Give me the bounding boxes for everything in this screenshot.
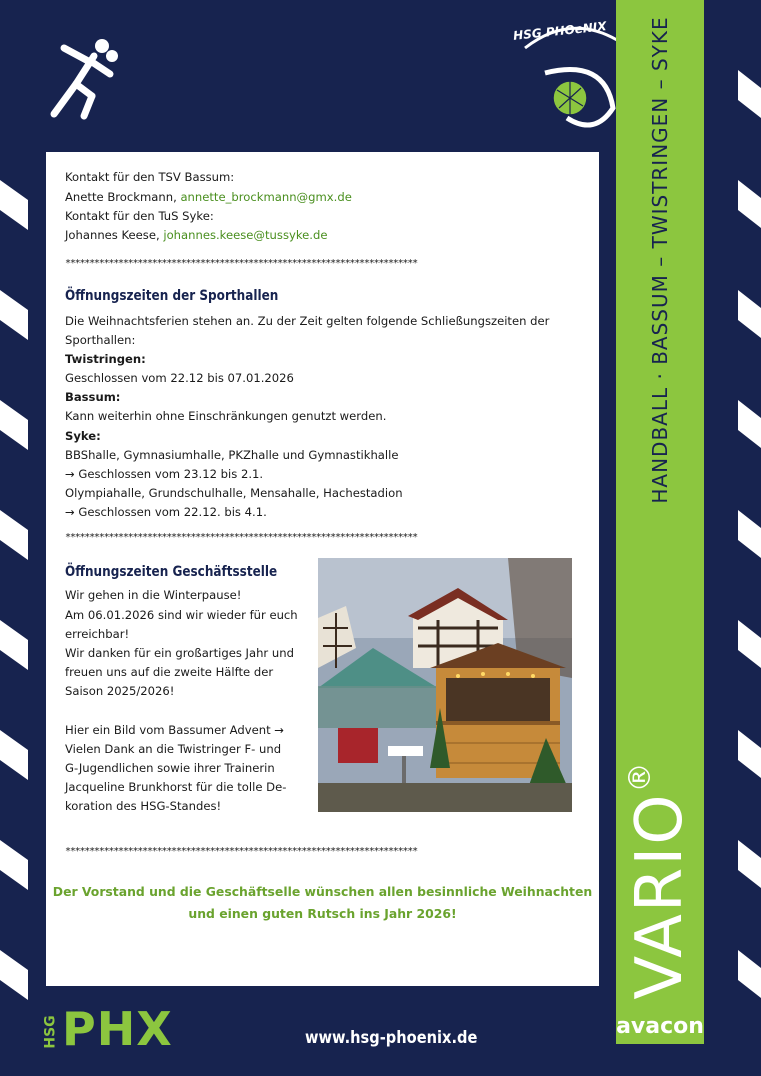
tsv-email-link[interactable]: annette_brockmann@gmx.de <box>180 190 352 204</box>
bassum-label: Bassum: <box>65 390 121 404</box>
gs-line: erreichbar! <box>65 627 130 641</box>
tsv-contact-label: Kontakt für den TSV Bassum: <box>65 170 235 184</box>
gs-line: Vielen Dank an die Twistringer F- und <box>65 742 282 756</box>
tus-contact-label: Kontakt für den TuS Syke: <box>65 209 214 223</box>
club-logo-text: HSG PHOeNIX <box>512 19 608 43</box>
tus-contact-line <box>65 226 327 245</box>
tsv-contact-line <box>65 188 352 207</box>
bassum-text: Kann weiterhin ohne Einschränkungen genutzt werden. <box>65 409 387 423</box>
syke-label: Syke: <box>65 429 101 443</box>
sporthallen-title: Öffnungszeiten der Sporthallen <box>65 288 279 304</box>
bassumer-advent-photo <box>318 558 572 812</box>
sporthallen-intro-1: Die Weihnachtsferien stehen an. Zu der Zeit gelten folgende Schließungszeiten der <box>65 314 550 328</box>
slogan-text: HANDBALL · BASSUM – TWISTRINGEN – SYKE <box>648 16 672 504</box>
syke-line-2: → Geschlossen vom 23.12 bis 2.1. <box>65 467 264 481</box>
gs-line: Wir danken für ein großartiges Jahr und <box>65 646 294 660</box>
sporthallen-intro-2: Sporthallen: <box>65 333 136 347</box>
footer-url-link[interactable]: www.hsg-phoenix.de <box>305 1028 478 1048</box>
footer-logo-prefix: HSG <box>42 1015 59 1049</box>
syke-line-1: BBShalle, Gymnasiumhalle, PKZhalle und Gymnastikhalle <box>65 448 399 462</box>
twistringen-text: Geschlossen vom 22.12 bis 07.01.2026 <box>65 371 294 385</box>
tus-contact-name: Johannes Keese, <box>65 228 164 242</box>
footer-logo <box>42 1002 173 1056</box>
gs-line: G-Jugendlichen sowie ihrer Trainerin <box>65 761 275 775</box>
gs-line: Wir gehen in die Winterpause! <box>65 588 242 602</box>
sponsor-name: avacon <box>616 1014 704 1039</box>
tsv-contact-name: Anette Brockmann, <box>65 190 181 204</box>
handball-player-icon <box>44 26 124 122</box>
gs-line: Am 06.01.2026 sind wir wieder für euch <box>65 608 298 622</box>
closing-line-2: und einen guten Rutsch ins Jahr 2026! <box>188 906 457 921</box>
separator-3: ************************************************************************* <box>65 846 417 857</box>
syke-line-4: → Geschlossen vom 22.12. bis 4.1. <box>65 505 267 519</box>
closing-line-1: Der Vorstand und die Geschäftselle wünschen allen besinnliche Weihnachten <box>52 884 593 899</box>
separator-2: ************************************************************************* <box>65 532 417 543</box>
registered-mark: ® <box>623 760 658 793</box>
twistringen-label: Twistringen: <box>65 352 146 366</box>
tus-email-link[interactable]: johannes.keese@tussyke.de <box>163 228 328 242</box>
sponsor-brand <box>623 760 697 999</box>
gs-line: Jacqueline Brunkhorst für die tolle De- <box>65 780 287 794</box>
gs-line: koration des HSG-Standes! <box>65 799 222 813</box>
footer-logo-text: PHX <box>62 1002 173 1056</box>
sponsor-brand-text: VARIO <box>623 792 697 1000</box>
separator-1: ************************************************************************* <box>65 258 417 269</box>
geschaeftsstelle-title: Öffnungszeiten Geschäftsstelle <box>65 564 278 580</box>
syke-line-3: Olympiahalle, Grundschulhalle, Mensahalle, Hachestadion <box>65 486 403 500</box>
gs-line: Hier ein Bild vom Bassumer Advent → <box>65 723 285 737</box>
gs-line: Saison 2025/2026! <box>65 684 175 698</box>
content-card <box>46 152 599 986</box>
gs-line: freuen uns auf die zweite Hälfte der <box>65 665 274 679</box>
